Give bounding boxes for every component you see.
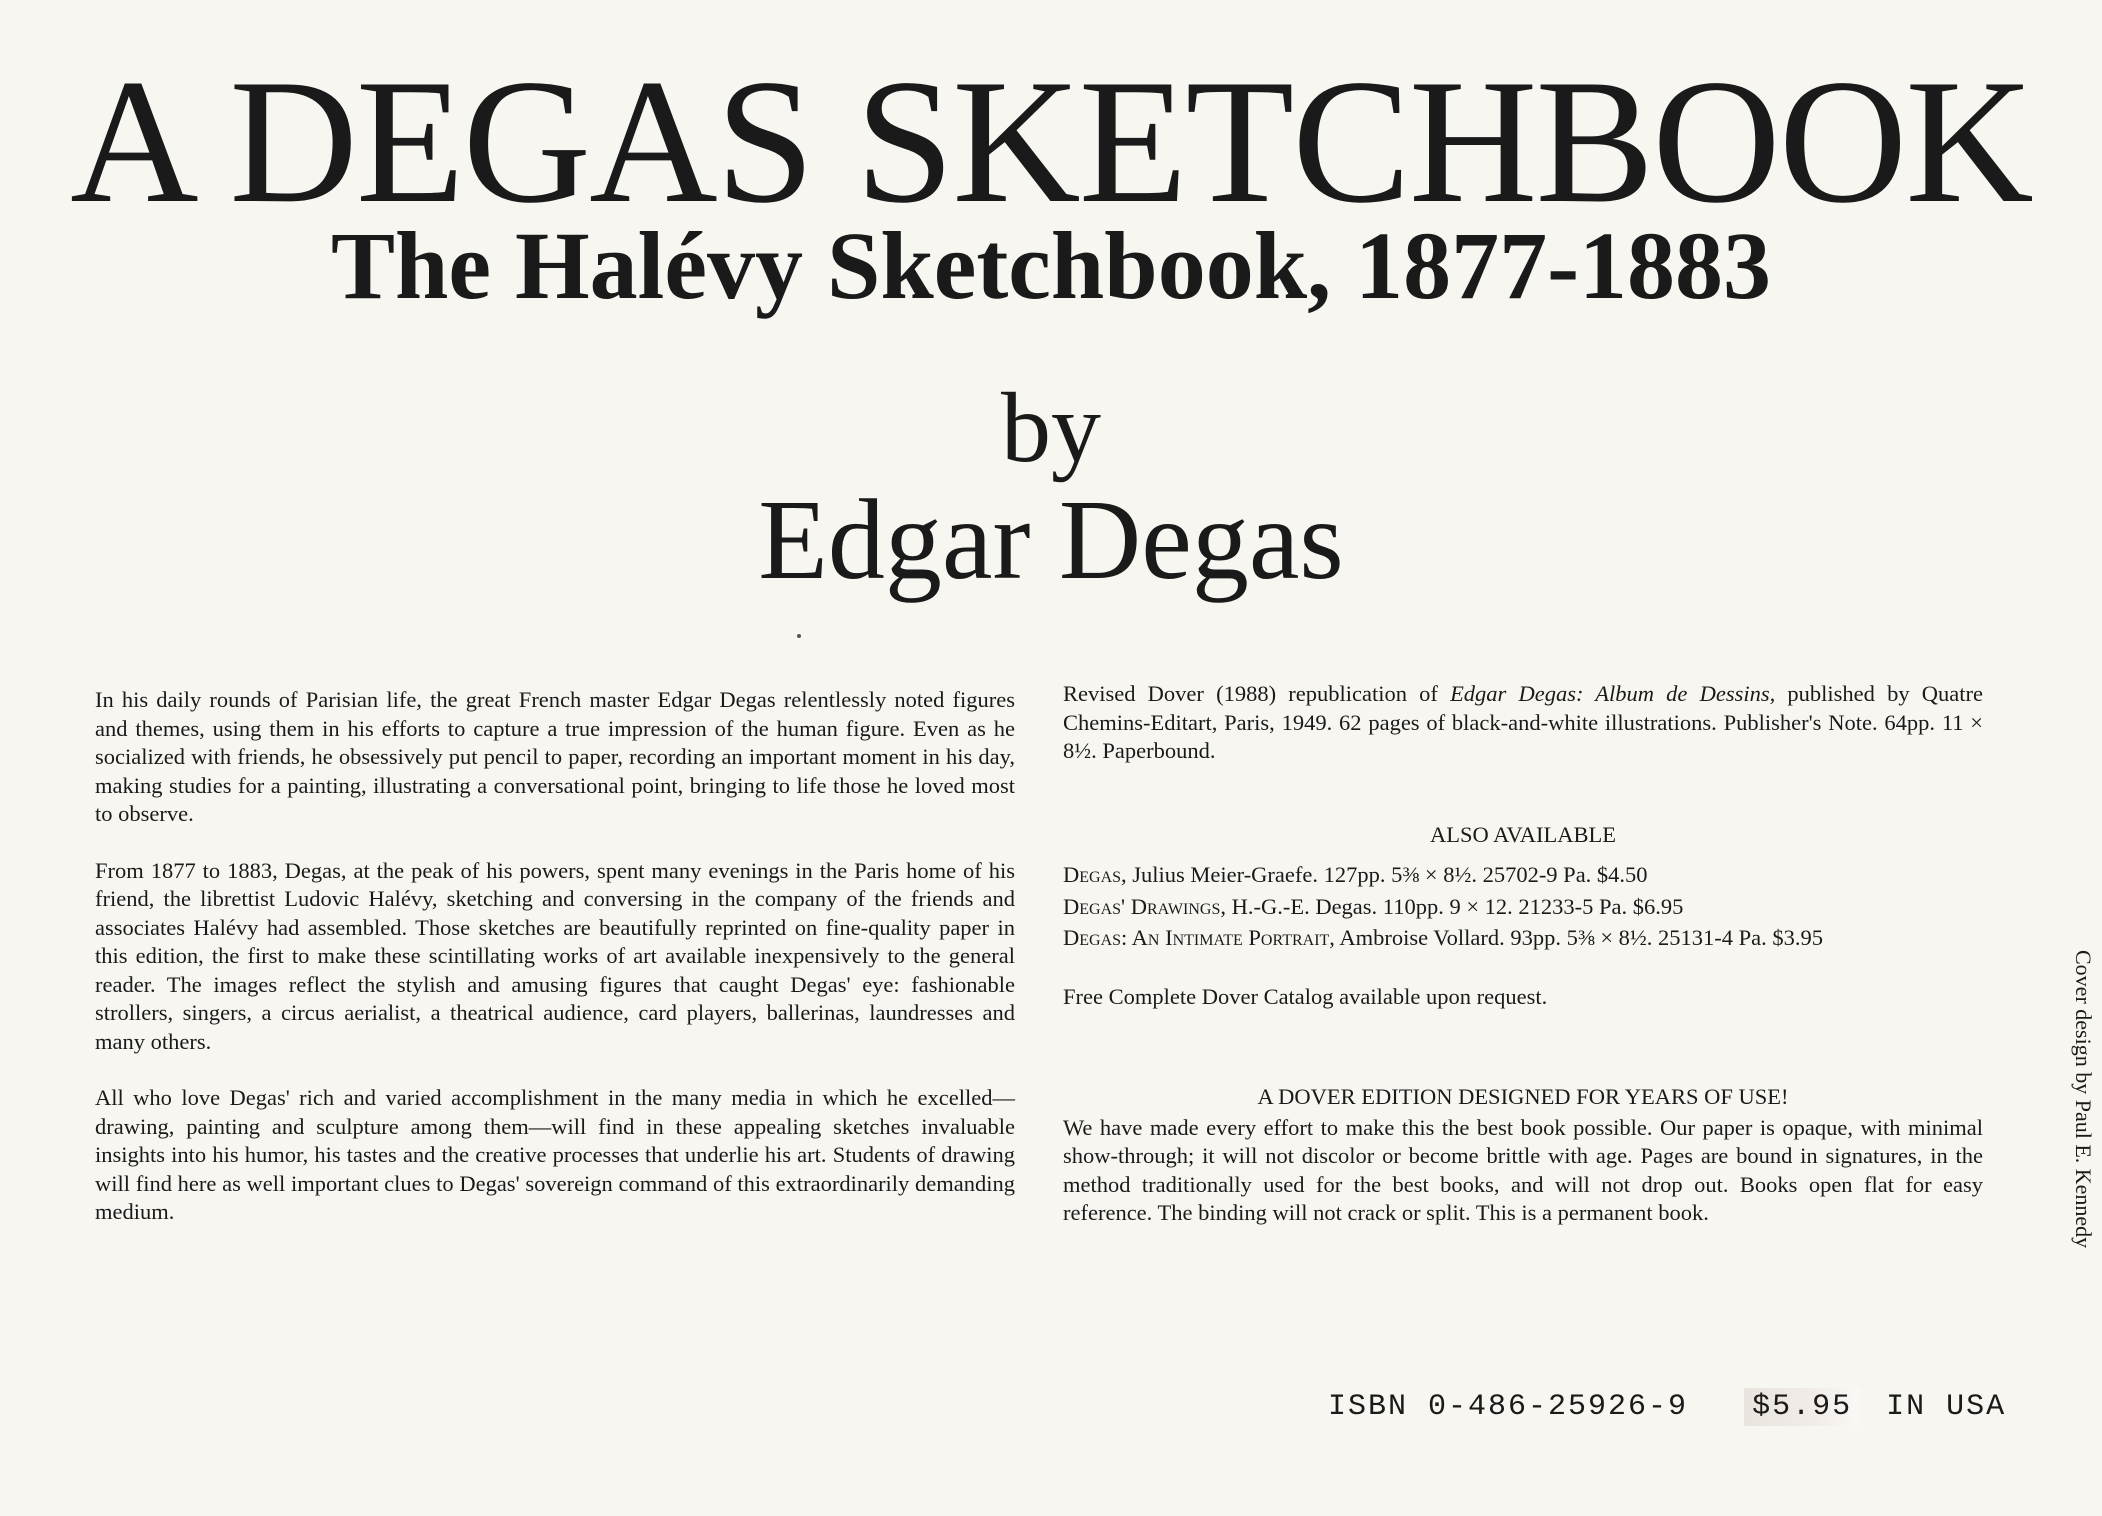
related-details: Ambroise Vollard. 93pp. 5⅜ × 8½. 25131-4 Pa. $3.95 — [1334, 925, 1824, 950]
by-line: by — [1001, 372, 1101, 483]
description-column — [95, 686, 1015, 1255]
edition-heading: A DOVER EDITION DESIGNED FOR YEARS OF USE! — [1257, 1084, 1789, 1109]
book-subtitle: The Halévy Sketchbook, 1877-1883 — [330, 212, 1772, 319]
description-paragraph-1: In his daily rounds of Parisian life, the great French master Edgar Degas relentlessly noted figures and themes, using them in his efforts to capture a true impression of the human figure. Even as he socialized with friends, he obsessively put pencil to paper, recording an important moment in his day, making studies for a painting, illustrating a conversational point, bringing to life those he loved most to observe. — [95, 687, 1015, 826]
original-title: Edgar Degas: Album de Dessins, — [1450, 681, 1776, 706]
list-item — [1063, 861, 1983, 890]
related-title: Degas, — [1063, 862, 1127, 887]
price-label: $5.95 — [1744, 1388, 1860, 1426]
catalog-note: Free Complete Dover Catalog available upon request. — [1063, 983, 1548, 1009]
info-column — [1063, 680, 1983, 1228]
description-paragraph-2: From 1877 to 1883, Degas, at the peak of his powers, spent many evenings in the Paris home of his friend, the librettist Ludovic Halévy, sketching and conversing in the company of the friends and associates Halévy had assembled. Those sketches are beautifully reprinted on fine-quality paper in this edition, the first to make these scintillating works of art available inexpensively to the general reader. The images reflect the stylish and amusing figures that caught Degas' eye: fashionable strollers, singers, a circus aerialist, a theatrical audience, card players, ballerinas, laundresses and many others. — [95, 857, 1015, 1054]
related-title: Degas: An Intimate Portrait, — [1063, 925, 1335, 950]
edition-text: We have made every effort to make this the best book possible. Our paper is opaque, with minimal show-through; it will not discolor or become brittle with age. Pages are bound in signatures, in the method traditionally used for the best books, and will not drop out. Books open flat for easy reference. The binding will not crack or split. This is a permanent book. — [1063, 1114, 1983, 1225]
list-item — [1063, 924, 1983, 953]
cover-credit: Cover design by Paul E. Kennedy — [2071, 950, 2096, 1249]
related-details: H.-G.-E. Degas. 110pp. 9 × 12. 21233-5 Pa. $6.95 — [1225, 893, 1684, 919]
also-available-heading: ALSO AVAILABLE — [1429, 821, 1617, 847]
related-title: Degas' Drawings, — [1063, 893, 1226, 919]
also-available-list — [1063, 861, 1983, 953]
barcode-line — [1328, 1388, 2006, 1426]
author-name: Edgar Degas — [758, 476, 1344, 603]
country-label: IN USA — [1886, 1390, 2007, 1424]
description-paragraph-3: All who love Degas' rich and varied accomplishment in the many media in which he excelled—drawing, painting and sculpture among them—will find in these appealing sketches invaluable insights into his humor, his tastes and the creative processes that underlie his art. Students of drawing will find here as well important clues to Degas' sovereign command of this extraordinarily demanding medium. — [95, 1085, 1015, 1224]
isbn-number: ISBN 0-486-25926-9 — [1328, 1390, 1689, 1424]
publication-note-end: published by Quatre Chemins-Editart, Paris, 1949. 62 pages of black-and-white illustrations. Publisher's Note. 64pp. 11 × 8½. Paperbound. — [1063, 681, 1983, 763]
publication-note — [1063, 680, 1983, 766]
related-details: Julius Meier-Graefe. 127pp. 5⅜ × 8½. 25702-9 Pa. $4.50 — [1126, 862, 1648, 887]
book-title: A DEGAS SKETCHBOOK — [70, 42, 2032, 240]
speck — [797, 634, 801, 638]
list-item — [1063, 893, 1983, 922]
publication-note-start: Revised Dover (1988) republication of — [1063, 681, 1451, 706]
